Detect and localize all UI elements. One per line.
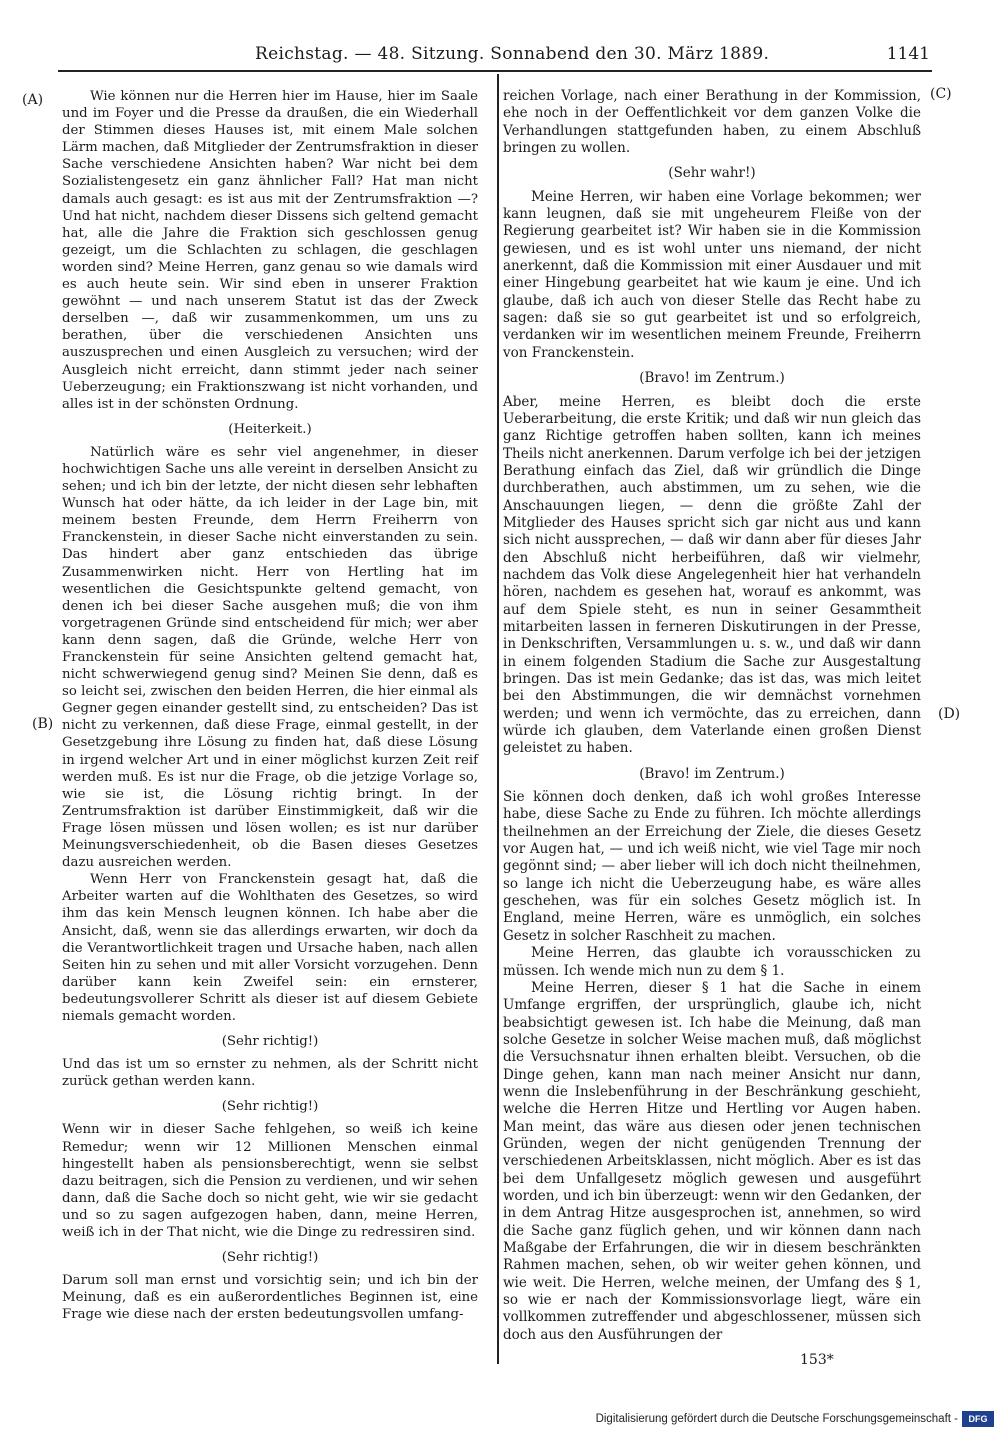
interjection: (Bravo! im Zentrum.): [639, 765, 785, 782]
interjection: (Sehr wahr!): [668, 165, 756, 182]
paragraph: Sie können doch denken, daß ich wohl großes Interesse habe, diese Sache zu Ende zu führen. Ich möchte allerdings theilnehmen an der Erreichung der Ziele, die dieses Gesetz vor Augen hat, — und ich weiß nicht, wie viel Tage mir noch gegönnt sind; — aber lieber will ich doch nicht theilnehmen, so lange ich nicht die Ueberzeugung habe, es wäre alles geschehen, was für ein solches Gesetz möglich ist. In England, meine Herren, wäre es unmöglich, ein solches Gesetz in solcher Raschheit zu machen.: [503, 789, 921, 944]
header-rule: [58, 70, 932, 72]
interjection: (Sehr richtig!): [221, 1250, 319, 1266]
paragraph: Natürlich wäre es sehr viel angenehmer, in dieser hochwichtigen Sache uns alle vereint in derselben Ansicht zu sehen; und ich bin der letzte, der nicht diesen sehr lebhaften Wunsch hat oder hätte, da ich leider in der Lage bin, mit meinem besten Freunde, dem Herrn Freiherrn von Franckenstein, in dieser Sache nicht einverstanden zu sein. Das hindert aber ganz entschieden das übrige Zusammenwirken nicht. Herr von Hertling hat im wesentlichen die Gesichtspunkte geltend gemacht, von denen ich bei dieser Sache ausgehen muß; die von ihm vorgetragenen Gründe sind entscheidend für mich; wer aber kann denn sagen, daß die Gründe, welche Herr von Franckenstein für seine Ansichten geltend gemacht hat, nicht schwerwiegend genug sind? Meinen Sie denn, daß es so leicht sei, zwischen den beiden Herren, die hier einmal als Gegner gegen einander gestellt sind, zu entscheiden? Das ist nicht zu verkennen, daß diese Frage, einmal gestellt, in der Gesetzgebung ihre Lösung zu finden hat, daß diese Lösung in irgend welcher Art und in einer möglichst kurzen Zeit reif werden muß. Es ist nur die Frage, ob die jetzige Vorlage so, wie sie ist, die Lösung richtig bringt. In der Zentrumsfraktion ist darüber Einstimmigkeit, daß wir die Frage lösen müssen und lösen wollen; es ist nur darüber Meinungsverschiedenheit, ob die Basen dieses Gesetzes dazu ausreichen werden.: [62, 444, 478, 871]
interjection: (Bravo! im Zentrum.): [639, 370, 785, 387]
paragraph: Meine Herren, das glaubte ich vorausschicken zu müssen. Ich wende mich nun zu dem § 1.: [503, 945, 921, 979]
interjection: (Sehr richtig!): [221, 1034, 319, 1050]
page-number: 1141: [886, 44, 930, 64]
paragraph: Meine Herren, dieser § 1 hat die Sache in einem Umfange ergriffen, der ursprünglich, glaube ich, nicht beabsichtigt gewesen ist. Ich habe die Meinung, daß man solche Gesetze in solcher Weise machen muß, daß möglichst die Versuchsnatur ihnen erhalten bleibt. Versuchen, ob die Dinge gehen, kann man nach meiner Ansicht nur dann, wenn die Inslebenführung in der Beschränkung geschieht, welche die Herren Hitze und Hertling vor Augen haben. Man meint, das wäre aus diesen oder jenen technischen Gründen, wegen der nicht genügenden Trennung der verschiedenen Arbeitsklassen, nicht möglich. Aber es ist das bei dem Unfallgesetz möglich gewesen und ausgeführt worden, und ich bin überzeugt: wenn wir den Gedanken, der in dem Antrag Hitze ausgesprochen ist, annehmen, so wird die Sache ganz füglich gehen, und wir können dann nach Maßgabe der Erfahrungen, die wir in diesem beschränkten Rahmen machen, sehen, ob wir weiter gehen können, und wie weit. Die Herren, welche meinen, der Umfang des § 1, so wie er nach der Kommissionsvorlage liegt, wäre ein vollkommen zutreffender und abgeschlossener, müssen sich doch aus den Ausführungen der: [503, 979, 921, 1343]
paragraph: reichen Vorlage, nach einer Berathung in der Kommission, ehe noch in der Oeffentlichkeit vor dem ganzen Volke die Verhandlungen stattgefunden haben, zu einem Abschluß bringen zu wollen.: [503, 88, 921, 157]
paragraph: Darum soll man ernst und vorsichtig sein; und ich bin der Meinung, daß es ein außerordentliches Beginnen ist, eine Frage wie diese nach der ersten bedeutungsvollen umfang-: [62, 1273, 478, 1323]
dfg-logo-icon[interactable]: DFG: [962, 1411, 994, 1427]
footer-text: Digitalisierung gefördert durch die Deutsche Forschungsgemeinschaft -: [595, 1413, 958, 1425]
paragraph: Wie können nur die Herren hier im Hause, hier im Saale und im Foyer und die Presse da draußen, die ein Wiederhall der Stimmen dieses Hauses ist, mit einem Male solchen Lärm machen, daß Mitglieder der Zentrumsfraktion in dieser Sache verschiedene Ansichten haben? War nicht bei dem Sozialistengesetz ein ganz ähnlicher Fall? Hat man nicht damals auch gesagt: es ist aus mit der Zentrumsfraktion —? Und hat nicht, nachdem dieser Dissens sich geltend gemacht hat, alle die Jahre die Fraktion sich geschlossen genug gezeigt, um die Schlachten zu schlagen, die geschlagen worden sind? Meine Herren, ganz genau so wie damals wird es auch heute sein. Wir sind eben in unserer Fraktion gewöhnt — und nach unserem Statut ist das der Zweck derselben —, daß wir zusammenkommen, um uns zu berathen, über die verschiedenen Ansichten uns auszusprechen und einen Ausgleich zu versuchen; wird der Ausgleich nicht erreicht, dann stimmt jeder nach seiner Ueberzeugung; ein Fraktionszwang ist nicht vorhanden, und alles ist in der schönsten Ordnung.: [62, 89, 478, 412]
interjection: (Sehr richtig!): [221, 1099, 319, 1115]
paragraph: Und das ist um so ernster zu nehmen, als der Schritt nicht zurück gethan werden kann.: [62, 1057, 478, 1090]
signature-mark: 153*: [800, 1352, 834, 1368]
interjection: (Heiterkeit.): [228, 421, 312, 437]
left-column: [62, 88, 478, 1323]
footer: [0, 1408, 1000, 1432]
margin-mark-c: (C): [930, 86, 952, 102]
margin-mark-b: (B): [32, 716, 54, 732]
paragraph: Aber, meine Herren, es bleibt doch die erste Ueberarbeitung, die erste Kritik; und daß wir nun gleich das ganz Richtige getroffen haben sollten, kann ich meines Theils nicht anerkennen. Darum verfolge ich bei der jetzigen Berathung einfach das Ziel, daß wir gründlich die Dinge durchberathen, auch abstimmen, um zu sehen, wie die Anschauungen liegen, — denn die größte Zahl der Mitglieder des Hauses spricht sich gar nicht aus und kann sich nicht aussprechen, — daß wir dann aber für dieses Jahr den Abschluß nicht herbeiführen, daß wir vielmehr, nachdem das Volk diese Angelegenheit hier hat verhandeln hören, nachdem es gesehen hat, worauf es ankommt, was auf dem Spiele steht, es nun in seiner Gesammtheit mitarbeiten lassen in ferneren Diskutirungen in der Presse, in Denkschriften, Versammlungen u. s. w., und daß wir dann in einem folgenden Stadium die Sache zur Ausgestaltung bringen. Das ist mein Gedanke; das ist das, was mich leitet bei den Abstimmungen, die wir demnächst vornehmen werden; und wenn ich vermöchte, das zu erreichen, dann würde ich glauben, dem Vaterlande einen großen Dienst geleistet zu haben.: [503, 393, 921, 757]
running-title: Reichstag. — 48. Sitzung. Sonnabend den 30. März 1889.: [255, 44, 770, 64]
paragraph: Meine Herren, wir haben eine Vorlage bekommen; wer kann leugnen, daß sie mit ungeheurem Fleiße von der Regierung gearbeitet ist? Wir haben sie in die Kommission gewiesen, und es ist wohl unter uns niemand, der nicht anerkennt, daß die Kommission mit einer Ausdauer und mit einer Hingebung gearbeitet hat wie kaum je eine. Und ich glaube, daß ich auch von dieser Stelle das Recht habe zu sagen: daß sie so gut gearbeitet ist und so erfolgreich, verdanken wir im wesentlichen meinem Freunde, Freiherrn von Franckenstein.: [503, 188, 921, 361]
paragraph: Wenn Herr von Franckenstein gesagt hat, daß die Arbeiter warten auf die Wohlthaten des Gesetzes, so wird ihm das kein Mensch leugnen können. Ich habe aber die Ansicht, daß, wenn sie das allerdings erwarten, wir doch da die Verantwortlichkeit tragen und Ursache haben, nach allen Seiten hin zu sehen und mit aller Vorsicht vorzugehen. Denn darüber kann kein Zweifel sein: ein ernsterer, bedeutungsvollerer Schritt als dieser ist auf diesem Gebiete niemals gemacht worden.: [62, 872, 478, 1024]
paragraph: Wenn wir in dieser Sache fehlgehen, so weiß ich keine Remedur; wenn wir 12 Millionen Menschen einmal hingestellt haben als pensionsberechtigt, wenn sie selbst dazu beitragen, sich die Pension zu verdienen, und wir sehen dann, daß die Sache doch so nicht geht, wie wir sie gedacht und so zu sagen aufgezogen haben, dann, meine Herren, weiß ich in der That nicht, wie die Dinge zu redressiren sind.: [62, 1122, 478, 1240]
page-header: [60, 38, 930, 68]
column-divider: [497, 74, 499, 1364]
right-column: [503, 88, 921, 1344]
margin-mark-a: (A): [22, 92, 44, 108]
margin-mark-d: (D): [938, 706, 961, 722]
